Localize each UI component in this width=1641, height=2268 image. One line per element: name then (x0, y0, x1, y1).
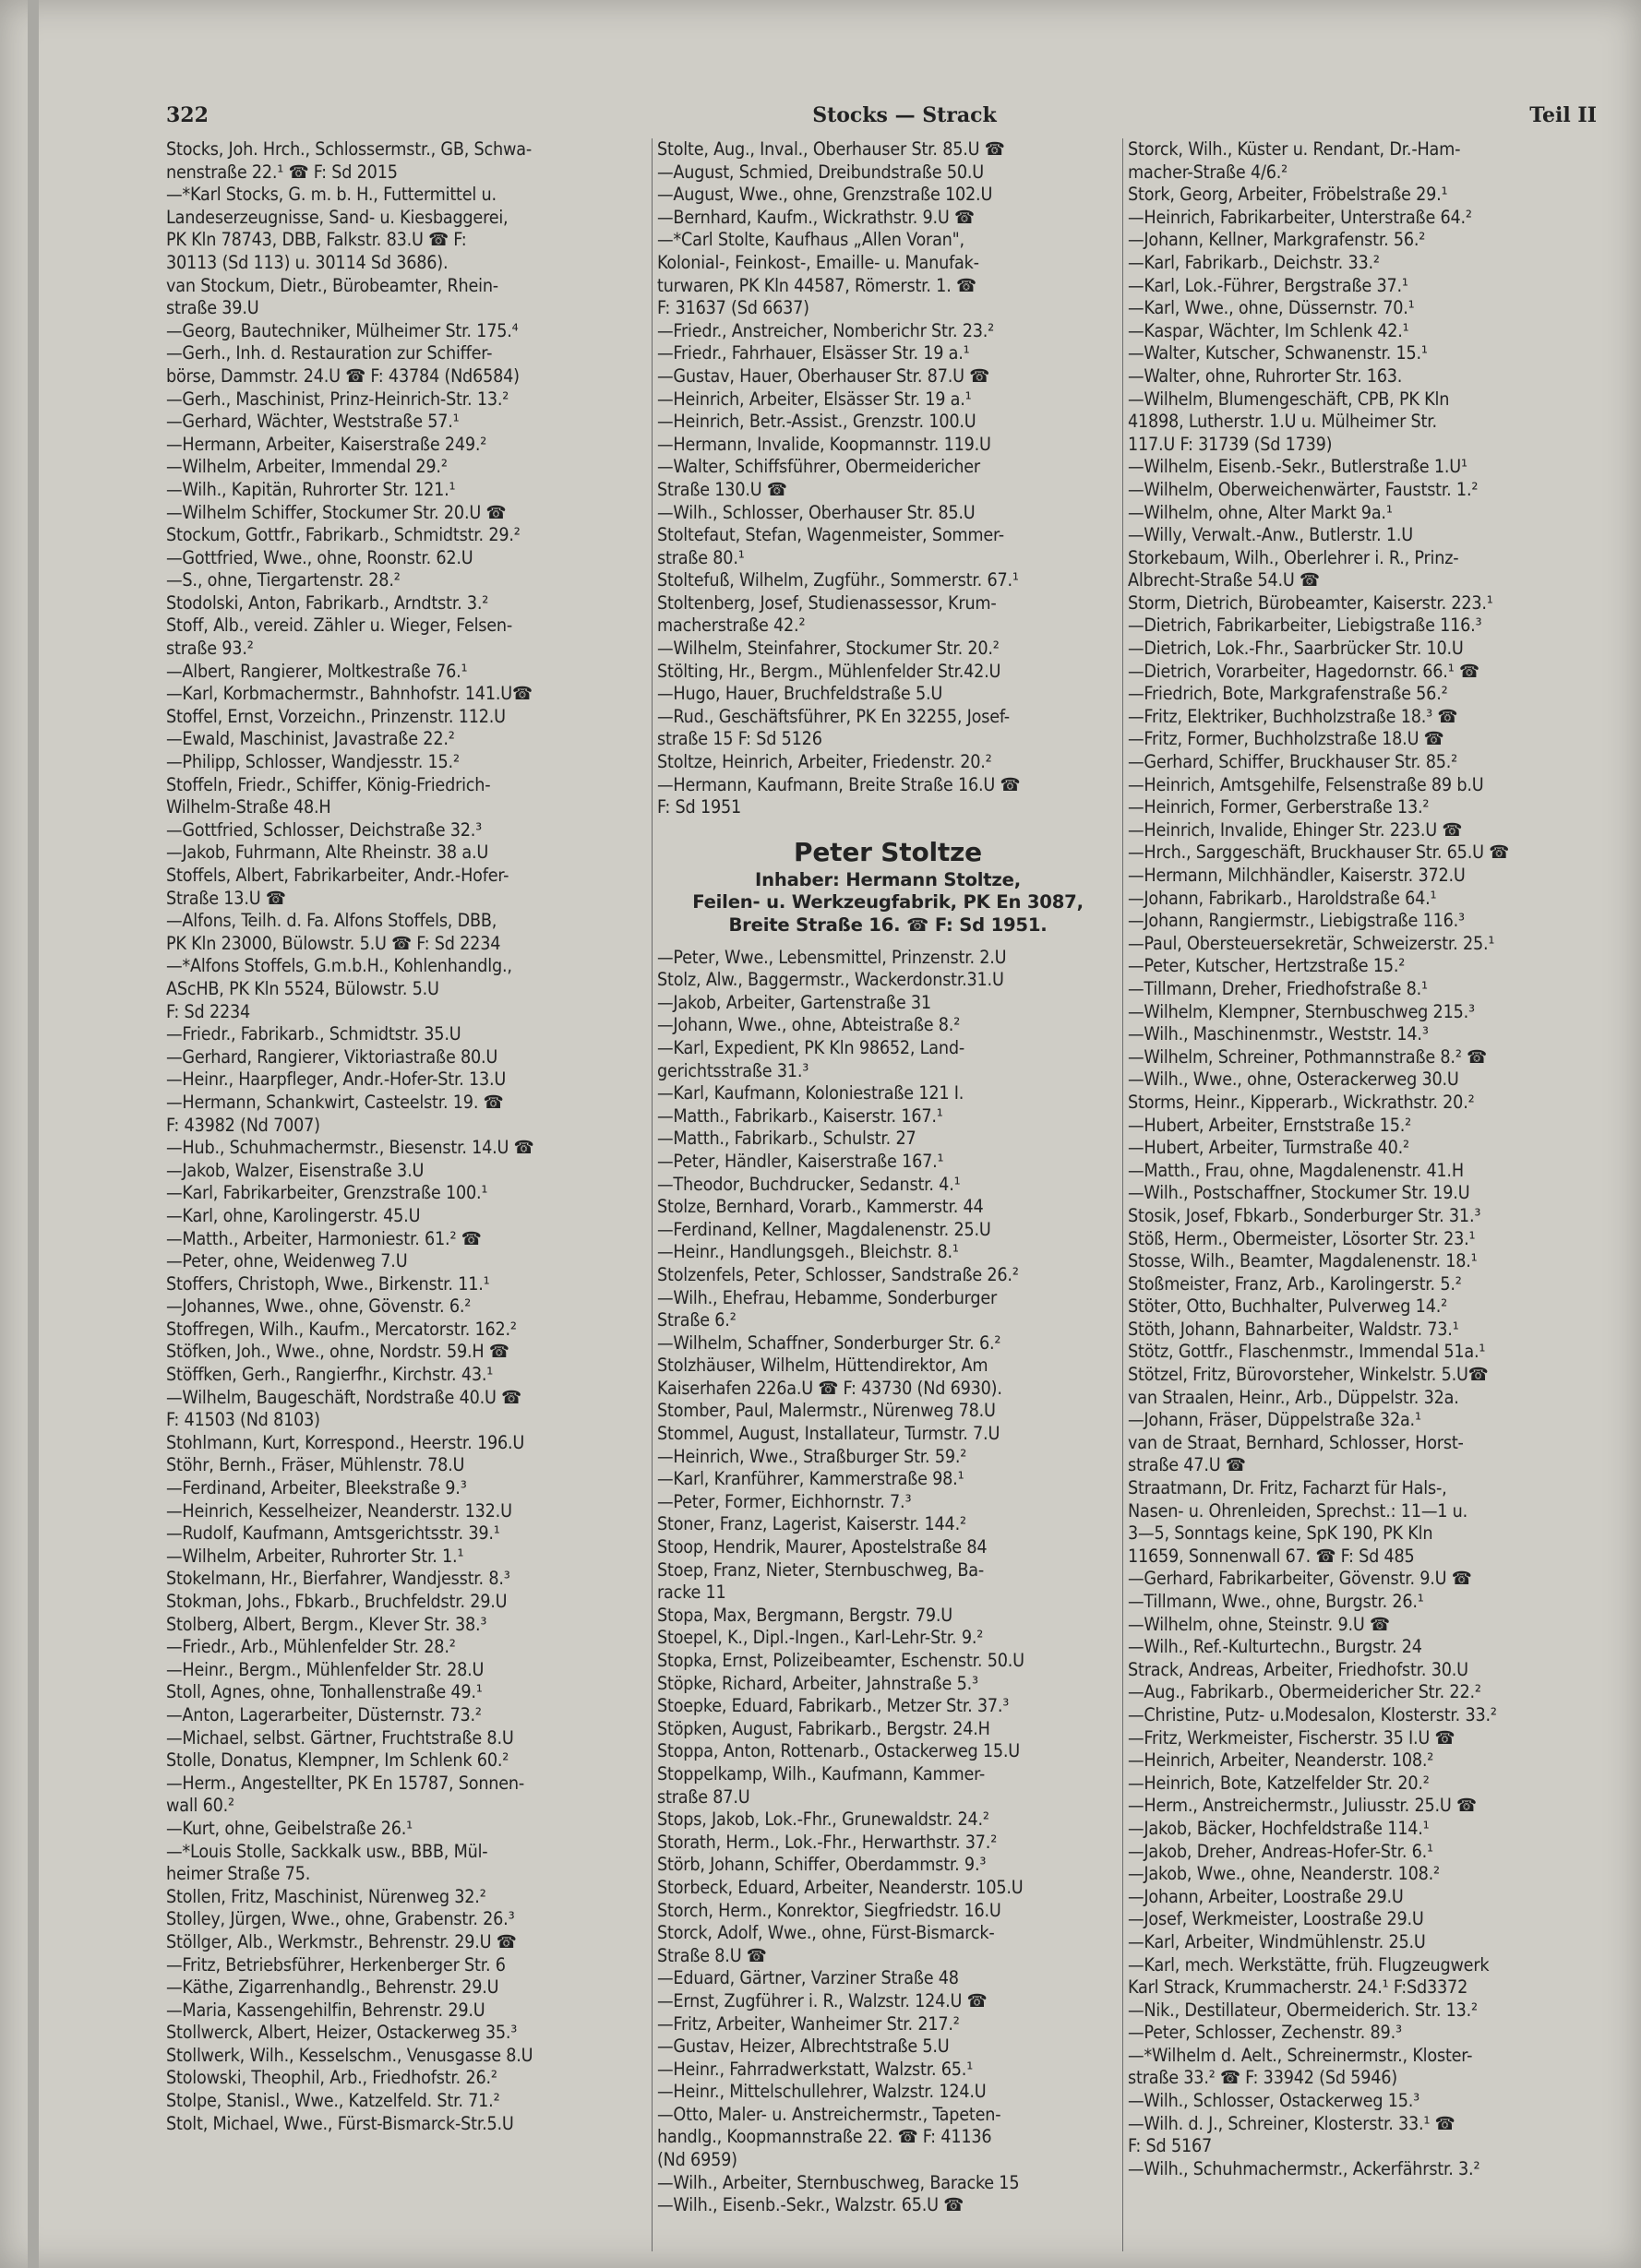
directory-entry-line: Stoff, Alb., vereid. Zähler u. Wieger, Felsen- (166, 615, 513, 637)
directory-entry-line: Straatmann, Dr. Fritz, Facharzt für Hals-, (1128, 1477, 1447, 1499)
directory-entry-line: —Ewald, Maschinist, Javastraße 22.² (166, 728, 455, 750)
ad-title: Peter Stoltze (794, 836, 982, 867)
directory-entry-line: —Matth., Fabrikarb., Kaiserstr. 167.¹ (657, 1104, 943, 1127)
directory-entry-line: —Georg, Bautechniker, Mülheimer Str. 175.⁴ (166, 319, 519, 341)
directory-entry-line: Stoltefuß, Wilhelm, Zugführ., Sommerstr. 67.¹ (657, 569, 1019, 591)
directory-entry-line: —Peter, Former, Eichhornstr. 7.³ (657, 1490, 912, 1512)
directory-entry-line: —Heinrich, Wwe., Straßburger Str. 59.² (657, 1445, 967, 1467)
directory-entry-line: —Peter, ohne, Weidenweg 7.U (166, 1250, 408, 1272)
directory-entry-line: F: Sd 2234 (166, 1000, 250, 1022)
directory-entry-line: racke 11 (657, 1582, 726, 1604)
advertisement-peter-stoltze (657, 832, 1119, 937)
directory-entry-line: Storch, Herm., Konrektor, Siegfriedstr. 16.U (657, 1899, 1001, 1921)
directory-entry-line: Stoepke, Eduard, Fabrikarb., Metzer Str. 37.³ (657, 1695, 1010, 1717)
directory-entry-line: —Heinrich, Betr.-Assist., Grenzstr. 100.U (657, 411, 976, 433)
directory-entry-line: —Gerhard, Schiffer, Bruckhauser Str. 85.² (1128, 751, 1458, 773)
directory-entry-line: —Wilhelm, Steinfahrer, Stockumer Str. 20.² (657, 638, 1000, 660)
directory-entry-line: —Wilhelm, ohne, Steinstr. 9.U ☎ (1128, 1613, 1390, 1635)
directory-entry-line: —Karl, Kaufmann, Koloniestraße 121 I. (657, 1082, 964, 1104)
directory-entry-line: Stoßmeister, Franz, Arb., Karolingerstr. 5.² (1128, 1272, 1462, 1295)
directory-entry-line: —Herm., Anstreichermstr., Juliusstr. 25.U ☎ (1128, 1795, 1477, 1817)
directory-entry-line: heimer Straße 75. (166, 1863, 311, 1885)
directory-entry-line: —Albert, Rangierer, Moltkestraße 76.¹ (166, 660, 468, 682)
directory-entry-line: —Wilh., Ref.-Kulturtechn., Burgstr. 24 (1128, 1636, 1422, 1658)
directory-entry-line: —Heinrich, Invalide, Ehinger Str. 223.U ☎ (1128, 818, 1463, 841)
directory-entry-line: —Johann, Fräser, Düppelstraße 32a.¹ (1128, 1409, 1421, 1431)
directory-entry-line: Stoppelkamp, Wilh., Kaufmann, Kammer- (657, 1762, 986, 1785)
directory-entry-line: gerichtsstraße 31.³ (657, 1059, 809, 1081)
directory-entry-line: —Heinrich, Bote, Katzelfelder Str. 20.² (1128, 1772, 1430, 1794)
directory-entry-line: Stolpe, Stanisl., Wwe., Katzelfeld. Str. 71.² (166, 2090, 500, 2112)
directory-entry-line: —Karl, Wwe., ohne, Düssernstr. 70.¹ (1128, 297, 1415, 319)
directory-entry-line: Straße 8.U ☎ (657, 1944, 767, 1966)
directory-entry-line: —Fritz, Former, Buchholzstraße 18.U ☎ (1128, 728, 1444, 750)
directory-entry-line: —Peter, Schlosser, Zechenstr. 89.³ (1128, 2022, 1402, 2044)
directory-entry-line: Stopa, Max, Bergmann, Bergstr. 79.U (657, 1604, 952, 1626)
directory-entry-line: Störb, Johann, Schiffer, Oberdammstr. 9.³ (657, 1854, 987, 1876)
directory-entry-line: 3—5, Sonntags keine, SpK 190, PK Kln (1128, 1522, 1433, 1545)
directory-entry-line: —Käthe, Zigarrenhandlg., Behrenstr. 29.U (166, 1976, 499, 1999)
directory-entry-line: —Wilhelm Schiffer, Stockumer Str. 20.U ☎ (166, 501, 507, 523)
directory-entry-line: —Wilhelm, Baugeschäft, Nordstraße 40.U ☎ (166, 1386, 521, 1408)
directory-entry-line: —Walter, Kutscher, Schwanenstr. 15.¹ (1128, 342, 1428, 364)
directory-entry-line: straße 33.² ☎ F: 33942 (Sd 5946) (1128, 2067, 1397, 2089)
directory-entry-line: —Heinrich, Kesselheizer, Neanderstr. 132.U (166, 1499, 512, 1522)
directory-entry-line: —Matth., Arbeiter, Harmoniestr. 61.² ☎ (166, 1227, 482, 1249)
directory-entry-line: Stopka, Ernst, Polizeibeamter, Eschenstr. 50.U (657, 1650, 1024, 1671)
directory-entry-line: —Karl, Fabrikarbeiter, Grenzstraße 100.¹ (166, 1182, 488, 1204)
directory-entry-line: —Hubert, Arbeiter, Turmstraße 40.² (1128, 1137, 1409, 1159)
directory-entry-line: Stohlmann, Kurt, Korrespond., Heerstr. 196.U (166, 1431, 525, 1453)
directory-entry-line: —Johann, Kellner, Markgrafenstr. 56.² (1128, 229, 1426, 251)
directory-entry-line: Stollwerck, Albert, Heizer, Ostackerweg 35.³ (166, 2022, 518, 2044)
directory-entry-line: straße 80.¹ (657, 546, 745, 568)
directory-entry-line: —Michael, selbst. Gärtner, Fruchtstraße 8.U (166, 1726, 514, 1749)
directory-entry-line: Stolberg, Albert, Bergm., Klever Str. 38.³ (166, 1613, 487, 1635)
directory-entry-line: Stoffeln, Friedr., Schiffer, König-Friedrich- (166, 773, 491, 795)
directory-entry-line: Stöter, Otto, Buchhalter, Pulverweg 14.² (1128, 1295, 1447, 1318)
directory-entry-line: F: 41503 (Nd 8103) (166, 1409, 320, 1431)
directory-entry-line: —Wilhelm, Eisenb.-Sekr., Butlerstraße 1.U¹ (1128, 456, 1467, 478)
directory-entry-line: Stodolski, Anton, Fabrikarb., Arndtstr. 3.² (166, 591, 489, 614)
directory-entry-line: —Gerh., Inh. d. Restauration zur Schiffer- (166, 342, 493, 364)
directory-entry-line: Stötzel, Fritz, Bürovorsteher, Winkelstr. 5.U☎ (1128, 1364, 1489, 1386)
page-edge (28, 0, 39, 2268)
directory-entry-line: Stoffregen, Wilh., Kaufm., Mercatorstr. 162.² (166, 1318, 517, 1340)
directory-entry-line: Stoll, Agnes, ohne, Tonhallenstraße 49.¹ (166, 1681, 483, 1703)
directory-entry-line: —Maria, Kassengehilfin, Behrenstr. 29.U (166, 1999, 485, 2021)
directory-entry-line: Stolt, Michael, Wwe., Fürst-Bismarck-Str.5.U (166, 2112, 514, 2134)
directory-entry-line: —Karl, Fabrikarb., Deichstr. 33.² (1128, 251, 1380, 273)
directory-entry-line: Stork, Georg, Arbeiter, Fröbelstraße 29.¹ (1128, 184, 1448, 206)
directory-entry-line: (Nd 6959) (657, 2149, 737, 2171)
directory-entry-line: Storath, Herm., Lok.-Fhr., Herwarthstr. 37.² (657, 1831, 998, 1853)
directory-entry-line: Nasen- u. Ohrenleiden, Sprechst.: 11—1 u. (1128, 1499, 1468, 1522)
directory-entry-line: handlg., Koopmannstraße 22. ☎ F: 41136 (657, 2126, 992, 2148)
directory-entry-line: Kaiserhafen 226a.U ☎ F: 43730 (Nd 6930). (657, 1377, 1002, 1399)
directory-entry-line: —Walter, ohne, Ruhrorter Str. 163. (1128, 364, 1403, 387)
directory-entry-line: —Wilh., Ehefrau, Hebamme, Sonderburger (657, 1286, 998, 1308)
directory-entry-line: Stolze, Bernhard, Vorarb., Kammerstr. 44 (657, 1196, 984, 1218)
directory-entry-line: —Gerhard, Wächter, Weststraße 57.¹ (166, 411, 460, 433)
directory-entry-line: —Karl, Kranführer, Kammerstraße 98.¹ (657, 1468, 964, 1490)
directory-entry-line: —Wilh., Wwe., ohne, Osterackerweg 30.U (1128, 1068, 1459, 1091)
directory-entry-line: —Heinrich, Amtsgehilfe, Felsenstraße 89 b.U (1128, 773, 1484, 795)
directory-entry-line: —Bernhard, Kaufm., Wickrathstr. 9.U ☎ (657, 206, 975, 228)
directory-entry-line: Stoner, Franz, Lagerist, Kaiserstr. 144.² (657, 1513, 966, 1535)
directory-entry-line: —Peter, Wwe., Lebensmittel, Prinzenstr. 2.U (657, 946, 1007, 968)
directory-entry-line: —Wilhelm, Arbeiter, Ruhrorter Str. 1.¹ (166, 1545, 464, 1567)
directory-entry-line: —Wilhelm, Schaffner, Sonderburger Str. 6.² (657, 1331, 1001, 1354)
directory-entry-line: straße 47.U ☎ (1128, 1454, 1246, 1476)
directory-entry-line: —August, Wwe., ohne, Grenzstraße 102.U (657, 184, 993, 206)
directory-entry-line: Stolley, Jürgen, Wwe., ohne, Grabenstr. 26.³ (166, 1908, 515, 1930)
directory-entry-line: —Johann, Rangiermstr., Liebigstraße 116.³ (1128, 910, 1465, 932)
directory-entry-line: Stöth, Johann, Bahnarbeiter, Waldstr. 73.¹ (1128, 1318, 1459, 1340)
directory-entry-line: —Gottfried, Wwe., ohne, Roonstr. 62.U (166, 546, 473, 568)
directory-entry-line: AScHB, PK Kln 5524, Bülowstr. 5.U (166, 977, 439, 999)
directory-entry-line: —Karl, mech. Werkstätte, früh. Flugzeugwerk (1128, 1953, 1490, 1976)
directory-entry-line: 117.U F: 31739 (Sd 1739) (1128, 433, 1333, 455)
directory-entry-line: —Fritz, Elektriker, Buchholzstraße 18.³ ☎ (1128, 705, 1458, 727)
directory-entry-line: wall 60.² (166, 1795, 234, 1817)
directory-entry-line: Storck, Adolf, Wwe., ohne, Fürst-Bismarck- (657, 1922, 995, 1944)
directory-entry-line: —Theodor, Buchdrucker, Sedanstr. 4.¹ (657, 1173, 961, 1195)
ad-line-business: Feilen- u. Werkzeugfabrik, PK En 3087, (692, 891, 1084, 913)
directory-entry-line: Stöß, Herm., Obermeister, Lösorter Str. 23.¹ (1128, 1227, 1476, 1249)
directory-entry-line: Stollwerk, Wilh., Kesselschm., Venusgasse 8.U (166, 2044, 533, 2066)
directory-entry-line: Strack, Andreas, Arbeiter, Friedhofstr. 30.U (1128, 1658, 1468, 1680)
directory-entry-line: —Wilh., Kapitän, Ruhrorter Str. 121.¹ (166, 478, 456, 500)
directory-entry-line: Kolonial-, Feinkost-, Emaille- u. Manufak- (657, 251, 979, 273)
directory-entry-line: straße 39.U (166, 297, 259, 319)
directory-entry-line: PK Kln 23000, Bülowstr. 5.U ☎ F: Sd 2234 (166, 932, 501, 954)
directory-entry-line: Stoffel, Ernst, Vorzeichn., Prinzenstr. 112.U (166, 705, 506, 727)
page-number: 322 (166, 103, 209, 127)
directory-entry-line: Stöpke, Richard, Arbeiter, Jahnstraße 5.³ (657, 1672, 978, 1694)
directory-entry-line: F: 43982 (Nd 7007) (166, 1114, 320, 1136)
directory-entry-line: Karl Strack, Krummacherstr. 24.¹ F:Sd3372 (1128, 1976, 1468, 1999)
directory-entry-line: —Jakob, Wwe., ohne, Neanderstr. 108.² (1128, 1863, 1440, 1885)
directory-entry-line: —Wilh. d. J., Schreiner, Klosterstr. 33.¹ ☎ (1128, 2112, 1455, 2134)
directory-entry-line: —*Alfons Stoffels, G.m.b.H., Kohlenhandlg., (166, 955, 512, 977)
directory-entry-line: —Otto, Maler- u. Anstreichermstr., Tapeten- (657, 2103, 1001, 2125)
directory-entry-line: Stolte, Aug., Inval., Oberhauser Str. 85.U ☎ (657, 138, 1005, 160)
directory-entry-line: —Matth., Fabrikarb., Schulstr. 27 (657, 1128, 916, 1150)
directory-entry-line: —Dietrich, Vorarbeiter, Hagedornstr. 66.¹ ☎ (1128, 660, 1479, 682)
directory-entry-line: F: Sd 5167 (1128, 2135, 1212, 2157)
directory-entry-line: —Gustav, Hauer, Oberhauser Str. 87.U ☎ (657, 364, 989, 387)
directory-entry-line: Stöllger, Alb., Werkmstr., Behrenstr. 29.U ☎ (166, 1930, 517, 1952)
directory-entry-line: van Straalen, Heinr., Arb., Düppelstr. 32a. (1128, 1386, 1459, 1408)
directory-entry-line: —Wilh., Eisenb.-Sekr., Walzstr. 65.U ☎ (657, 2194, 964, 2216)
directory-entry-line: —Karl, ohne, Karolingerstr. 45.U (166, 1204, 421, 1226)
directory-entry-line: —Johannes, Wwe., ohne, Gövenstr. 6.² (166, 1295, 472, 1318)
directory-entry-line: —Kaspar, Wächter, Im Schlenk 42.¹ (1128, 319, 1409, 341)
directory-entry-line: —Heinr., Mittelschullehrer, Walzstr. 124.U (657, 2081, 987, 2103)
directory-entry-line: Stops, Jakob, Lok.-Fhr., Grunewaldstr. 24.² (657, 1808, 989, 1831)
directory-entry-line: —Hermann, Kaufmann, Breite Straße 16.U ☎ (657, 773, 1021, 795)
directory-entry-line: straße 87.U (657, 1785, 750, 1808)
directory-entry-line: Stommel, August, Installateur, Turmstr. 7.U (657, 1423, 1000, 1445)
directory-entry-line: —August, Schmied, Dreibundstraße 50.U (657, 161, 984, 183)
directory-entry-line: Stoltefaut, Stefan, Wagenmeister, Sommer- (657, 524, 1004, 546)
directory-entry-line: macherstraße 42.² (657, 615, 806, 637)
directory-entry-line: turwaren, PK Kln 44587, Römerstr. 1. ☎ (657, 274, 976, 296)
directory-entry-line: Albrecht-Straße 54.U ☎ (1128, 569, 1320, 591)
directory-entry-line: —Fritz, Betriebsführer, Herkenberger Str. 6 (166, 1953, 506, 1976)
directory-entry-line: van de Straat, Bernhard, Schlosser, Horst- (1128, 1431, 1464, 1453)
page-header (166, 103, 1597, 135)
directory-entry-line: Stoepel, K., Dipl.-Ingen., Karl-Lehr-Str. 9.² (657, 1627, 984, 1649)
directory-entry-line: straße 93.² (166, 638, 254, 660)
directory-entry-line: —Friedrich, Bote, Markgrafenstraße 56.² (1128, 683, 1448, 705)
directory-entry-line: Stolzhäuser, Wilhelm, Hüttendirektor, Am (657, 1355, 988, 1377)
directory-entry-line: —Nik., Destillateur, Obermeiderich. Str. 13.² (1128, 1999, 1478, 2021)
directory-entry-line: Stötz, Gottfr., Flaschenmstr., Immendal 51a.¹ (1128, 1341, 1486, 1363)
directory-entry-line: —*Louis Stolle, Sackkalk usw., BBB, Mül- (166, 1840, 488, 1862)
directory-entry-line: Storbeck, Eduard, Arbeiter, Neanderstr. 105.U (657, 1876, 1024, 1898)
directory-entry-line: Stoffers, Christoph, Wwe., Birkenstr. 11.¹ (166, 1272, 490, 1295)
directory-entry-line: —Gerhard, Rangierer, Viktoriastraße 80.U (166, 1045, 498, 1068)
directory-entry-line: F: Sd 1951 (657, 796, 741, 818)
middle-entries-bottom (657, 947, 1119, 2217)
directory-entry-line: Stöffken, Gerh., Rangierfhr., Kirchstr. 43.¹ (166, 1364, 494, 1386)
directory-entry-line: Stocks, Joh. Hrch., Schlossermstr., GB, Schwa- (166, 138, 532, 160)
directory-entry-line: —Friedr., Anstreicher, Nomberichr Str. 23.² (657, 319, 995, 341)
directory-entry-line: —Wilh., Postschaffner, Stockumer Str. 19.U (1128, 1182, 1470, 1204)
directory-entry-line: 30113 (Sd 113) u. 30114 Sd 3686). (166, 251, 449, 273)
directory-entry-line: —Hermann, Schankwirt, Casteelstr. 19. ☎ (166, 1091, 504, 1113)
directory-entry-line: nenstraße 22.¹ ☎ F: Sd 2015 (166, 161, 398, 183)
directory-entry-line: —Ferdinand, Arbeiter, Bleekstraße 9.³ (166, 1477, 467, 1499)
directory-entry-line: Stoltze, Heinrich, Arbeiter, Friedenstr. 20.² (657, 751, 992, 773)
directory-entry-line: —*Carl Stolte, Kaufhaus „Allen Voran", (657, 229, 964, 251)
directory-entry-line: —Heinrich, Arbeiter, Elsässer Str. 19 a.¹ (657, 388, 972, 410)
directory-entry-line: —Fritz, Werkmeister, Fischerstr. 35 I.U ☎ (1128, 1726, 1455, 1749)
directory-entry-line: Straße 130.U ☎ (657, 478, 787, 500)
directory-entry-line: Stöhr, Bernh., Fräser, Mühlenstr. 78.U (166, 1454, 465, 1476)
directory-entry-line: —Wilh., Maschinenmstr., Weststr. 14.³ (1128, 1023, 1429, 1045)
directory-entry-line: —Hugo, Hauer, Bruchfeldstraße 5.U (657, 683, 943, 705)
directory-entry-line: Stoffels, Albert, Fabrikarbeiter, Andr.-Hofer- (166, 865, 509, 886)
directory-entry-line: PK Kln 78743, DBB, Falkstr. 83.U ☎ F: (166, 229, 467, 251)
directory-entry-line: —Christine, Putz- u.Modesalon, Klosterstr. 33.² (1128, 1703, 1497, 1725)
directory-entry-line: —Hubert, Arbeiter, Ernststraße 15.² (1128, 1114, 1411, 1136)
directory-entry-line: —Friedr., Arb., Mühlenfelder Str. 28.² (166, 1636, 456, 1658)
directory-entry-line: —Peter, Kutscher, Hertzstraße 15.² (1128, 955, 1406, 977)
directory-entry-line: van Stockum, Dietr., Bürobeamter, Rhein- (166, 274, 498, 296)
column-right (1128, 138, 1597, 2251)
directory-entry-line: Stockum, Gottfr., Fabrikarb., Schmidtstr. 29.² (166, 524, 521, 546)
directory-entry-line: —Friedr., Fabrikarb., Schmidtstr. 35.U (166, 1023, 461, 1045)
directory-entry-line: —Fritz, Arbeiter, Wanheimer Str. 217.² (657, 2012, 960, 2035)
directory-entry-line: Stoop, Hendrik, Maurer, Apostelstraße 84 (657, 1536, 988, 1558)
directory-entry-line: 11659, Sonnenwall 67. ☎ F: Sd 485 (1128, 1545, 1415, 1567)
directory-entry-line: —Matth., Frau, ohne, Magdalenenstr. 41.H (1128, 1159, 1464, 1181)
directory-entry-line: —Jakob, Fuhrmann, Alte Rheinstr. 38 a.U (166, 842, 489, 864)
column-rule (652, 138, 653, 2251)
directory-entry-line: —Wilhelm, ohne, Alter Markt 9a.¹ (1128, 501, 1393, 523)
directory-entry-line: —Hub., Schuhmachermstr., Biesenstr. 14.U ☎ (166, 1137, 534, 1159)
directory-entry-line: —Gerhard, Fabrikarbeiter, Gövenstr. 9.U ☎ (1128, 1568, 1472, 1590)
directory-entry-line: —Wilhelm, Arbeiter, Immendal 29.² (166, 456, 448, 478)
directory-entry-line: —Gerh., Maschinist, Prinz-Heinrich-Str. 13.² (166, 388, 509, 410)
directory-entry-line: —Heinr., Fahrradwerkstatt, Walzstr. 65.¹ (657, 2058, 974, 2080)
directory-entry-line: —Hermann, Arbeiter, Kaiserstraße 249.² (166, 433, 487, 455)
directory-entry-line: —Walter, Schiffsführer, Obermeidericher (657, 456, 980, 478)
directory-entry-line: straße 15 F: Sd 5126 (657, 728, 822, 750)
directory-entry-line: —Wilh., Schlosser, Ostackerweg 15.³ (1128, 2090, 1419, 2112)
directory-entry-line: Straße 13.U ☎ (166, 887, 286, 909)
directory-entry-line: —Karl, Lok.-Führer, Bergstraße 37.¹ (1128, 274, 1408, 296)
directory-entry-line: —Rud., Geschäftsführer, PK En 32255, Josef- (657, 705, 1010, 727)
directory-entry-line: —Anton, Lagerarbeiter, Düsternstr. 73.² (166, 1703, 482, 1725)
directory-entry-line: —Dietrich, Lok.-Fhr., Saarbrücker Str. 10.U (1128, 638, 1464, 660)
directory-entry-line: F: 31637 (Sd 6637) (657, 297, 809, 319)
directory-entry-line: Stolle, Donatus, Klempner, Im Schlenk 60.² (166, 1749, 509, 1772)
directory-entry-line: —*Karl Stocks, G. m. b. H., Futtermittel u. (166, 184, 497, 206)
directory-entry-line: —S., ohne, Tiergartenstr. 28.² (166, 569, 401, 591)
directory-entry-line: —Willy, Verwalt.-Anw., Butlerstr. 1.U (1128, 524, 1413, 546)
directory-entry-line: —Karl, Expedient, PK Kln 98652, Land- (657, 1036, 965, 1058)
directory-entry-line: —Heinr., Handlungsgeh., Bleichstr. 8.¹ (657, 1241, 959, 1263)
directory-entry-line: —*Wilhelm d. Aelt., Schreinermstr., Kloster- (1128, 2044, 1473, 2066)
directory-entry-line: Stoep, Franz, Nieter, Sternbuschweg, Ba- (657, 1558, 984, 1581)
directory-entry-line: —Gustav, Heizer, Albrechtstraße 5.U (657, 2035, 950, 2058)
directory-entry-line: Stoppa, Anton, Rottenarb., Ostackerweg 15.U (657, 1740, 1021, 1762)
directory-entry-line: —Philipp, Schlosser, Wandjesstr. 15.² (166, 751, 460, 773)
directory-entry-line: —Hermann, Invalide, Koopmannstr. 119.U (657, 433, 991, 455)
directory-entry-line: —Peter, Händler, Kaiserstraße 167.¹ (657, 1150, 944, 1172)
directory-entry-line: —Karl, Korbmachermstr., Bahnhofstr. 141.U☎ (166, 683, 533, 705)
ad-owner: Inhaber: Hermann Stoltze, (755, 868, 1021, 890)
directory-entry-line: —Heinr., Haarpfleger, Andr.-Hofer-Str. 13.U (166, 1068, 507, 1091)
directory-entry-line: Stosik, Josef, Fbkarb., Sonderburger Str. 31.³ (1128, 1204, 1481, 1226)
directory-entry-line: —Eduard, Gärtner, Varziner Straße 48 (657, 1967, 959, 1989)
directory-entry-line: —Friedr., Fahrhauer, Elsässer Str. 19 a.¹ (657, 342, 970, 364)
directory-entry-line: —Jakob, Dreher, Andreas-Hofer-Str. 6.¹ (1128, 1840, 1433, 1862)
directory-entry-line: —Paul, Obersteuersekretär, Schweizerstr. 25.¹ (1128, 932, 1495, 954)
directory-entry-line: Stosse, Wilh., Beamter, Magdalenenstr. 18.¹ (1128, 1250, 1478, 1272)
directory-entry-line: Straße 6.² (657, 1309, 737, 1331)
directory-entry-line: Stokelmann, Hr., Bierfahrer, Wandjesstr. 8.³ (166, 1568, 510, 1590)
directory-entry-line: Stomber, Paul, Malermstr., Nürenweg 78.U (657, 1400, 996, 1422)
directory-entry-line: —Josef, Werkmeister, Loostraße 29.U (1128, 1908, 1424, 1930)
directory-entry-line: Storm, Dietrich, Bürobeamter, Kaiserstr. 223.¹ (1128, 591, 1493, 614)
directory-entry-line: Stollen, Fritz, Maschinist, Nürenweg 32.² (166, 1885, 486, 1907)
directory-entry-line: —Wilhelm, Oberweichenwärter, Fauststr. 1.² (1128, 478, 1479, 500)
directory-entry-line: —Rudolf, Kaufmann, Amtsgerichtsstr. 39.¹ (166, 1522, 500, 1545)
directory-entry-line: —Wilhelm, Klempner, Sternbuschweg 215.³ (1128, 1000, 1475, 1022)
directory-entry-line: börse, Dammstr. 24.U ☎ F: 43784 (Nd6584) (166, 364, 520, 387)
directory-entry-line: —Jakob, Bäcker, Hochfeldstraße 114.¹ (1128, 1817, 1430, 1839)
directory-entry-line: —Tillmann, Wwe., ohne, Burgstr. 26.¹ (1128, 1591, 1424, 1612)
directory-entry-line: —Johann, Fabrikarb., Haroldstraße 64.¹ (1128, 887, 1437, 909)
directory-entry-line: —Herm., Angestellter, PK En 15787, Sonnen- (166, 1772, 525, 1794)
directory-entry-line: Stölting, Hr., Bergm., Mühlenfelder Str.42.U (657, 660, 1001, 682)
directory-entry-line: Stolowski, Theophil, Arb., Friedhofstr. 26.² (166, 2067, 497, 2089)
directory-entry-line: —Wilh., Schuhmachermstr., Ackerfährstr. 3.² (1128, 2157, 1480, 2179)
directory-entry-line: Wilhelm-Straße 48.H (166, 796, 331, 818)
directory-entry-line: Stoltenberg, Josef, Studienassessor, Krum- (657, 591, 997, 614)
directory-entry-line: Stöpken, August, Fabrikarb., Bergstr. 24.H (657, 1717, 990, 1739)
directory-entry-line: 41898, Lutherstr. 1.U u. Mülheimer Str. (1128, 411, 1437, 433)
directory-entry-line: —Jakob, Arbeiter, Gartenstraße 31 (657, 991, 931, 1013)
directory-entry-line: —Wilh., Schlosser, Oberhauser Str. 85.U (657, 501, 976, 523)
directory-entry-line: —Aug., Fabrikarb., Obermeidericher Str. 22.² (1128, 1681, 1481, 1703)
directory-entry-line: —Ernst, Zugführer i. R., Walzstr. 124.U ☎ (657, 1989, 988, 2011)
directory-entry-line: —Ferdinand, Kellner, Magdalenenstr. 25.U (657, 1218, 991, 1240)
directory-entry-line: —Alfons, Teilh. d. Fa. Alfons Stoffels, DBB, (166, 910, 497, 932)
column-middle (657, 138, 1119, 2251)
directory-entry-line: —Jakob, Walzer, Eisenstraße 3.U (166, 1159, 425, 1181)
directory-entry-line: —Heinr., Bergm., Mühlenfelder Str. 28.U (166, 1658, 485, 1680)
middle-entries-top (657, 138, 1119, 819)
part-label: Teil II (1529, 103, 1597, 127)
directory-entry-line: —Tillmann, Dreher, Friedhofstraße 8.¹ (1128, 977, 1428, 999)
directory-entry-line: Stolz, Alw., Baggermstr., Wackerdonstr.31.U (657, 969, 1004, 991)
directory-entry-line: —Heinrich, Arbeiter, Neanderstr. 108.² (1128, 1749, 1434, 1772)
directory-entry-line: Storms, Heinr., Kipperarb., Wickrathstr. 20.² (1128, 1091, 1475, 1113)
directory-entry-line: Landeserzeugnisse, Sand- u. Kiesbaggerei, (166, 206, 509, 228)
directory-entry-line: —Heinrich, Former, Gerberstraße 13.² (1128, 796, 1430, 818)
directory-entry-line: —Hermann, Milchhändler, Kaiserstr. 372.U (1128, 865, 1466, 886)
directory-entry-line: —Karl, Arbeiter, Windmühlenstr. 25.U (1128, 1930, 1426, 1952)
directory-entry-line: —Johann, Arbeiter, Loostraße 29.U (1128, 1885, 1404, 1907)
ad-line-address: Breite Straße 16. ☎ F: Sd 1951. (728, 914, 1048, 936)
directory-entry-line: —Heinrich, Fabrikarbeiter, Unterstraße 64.² (1128, 206, 1472, 228)
running-head: Stocks — Strack (812, 103, 997, 127)
directory-entry-line: —Hrch., Sarggeschäft, Bruckhauser Str. 65.U ☎ (1128, 842, 1509, 864)
directory-entry-line: —Gottfried, Schlosser, Deichstraße 32.³ (166, 818, 483, 841)
directory-entry-line: —Kurt, ohne, Geibelstraße 26.¹ (166, 1817, 413, 1839)
directory-entry-line: Storck, Wilh., Küster u. Rendant, Dr.-Ham- (1128, 138, 1461, 160)
directory-entry-line: —Johann, Wwe., ohne, Abteistraße 8.² (657, 1014, 961, 1036)
directory-entry-line: Storkebaum, Wilh., Oberlehrer i. R., Prinz- (1128, 546, 1459, 568)
directory-entry-line: macher-Straße 4/6.² (1128, 161, 1288, 183)
directory-entry-line: Stokman, Johs., Fbkarb., Bruchfeldstr. 29.U (166, 1591, 508, 1612)
column-rule (1122, 138, 1123, 2251)
directory-entry-line: —Wilh., Arbeiter, Sternbuschweg, Baracke 15 (657, 2171, 1020, 2193)
directory-entry-line: —Dietrich, Fabrikarbeiter, Liebigstraße 116.³ (1128, 615, 1482, 637)
column-left (166, 138, 646, 2251)
directory-entry-line: Stöfken, Joh., Wwe., ohne, Nordstr. 59.H ☎ (166, 1341, 509, 1363)
directory-entry-line: Stolzenfels, Peter, Schlosser, Sandstraße 26.² (657, 1263, 1019, 1285)
directory-entry-line: —Wilhelm, Blumengeschäft, CPB, PK Kln (1128, 388, 1450, 410)
directory-entry-line: —Wilhelm, Schreiner, Pothmannstraße 8.² ☎ (1128, 1045, 1487, 1068)
